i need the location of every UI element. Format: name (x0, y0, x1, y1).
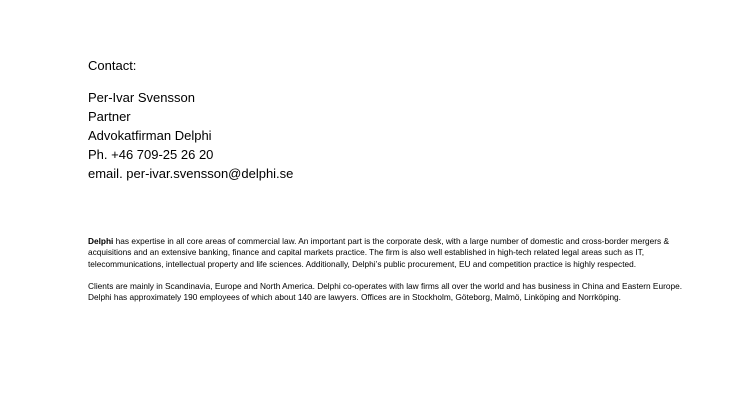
contact-firm: Advokatfirman Delphi (88, 128, 212, 143)
about-paragraph-1-text: has expertise in all core areas of commercial law. An important part is the corporate desk, with a large number of domestic and cross-border mergers & acquisitions and an extensive banking, finance and capital markets practice. The firm is also well established in high-tech related legal areas such as IT, telecommunications, intellectual property and life sciences. Additionally, Delphi’s public procurement, EU and competition practice is highly respected. (88, 236, 670, 269)
company-name: Delphi (88, 236, 114, 246)
contact-email: email. per-ivar.svensson@delphi.se (88, 166, 294, 181)
about-paragraph-2: Clients are mainly in Scandinavia, Europe and North America. Delphi co-operates with law firms all over the world and has business in China and Eastern Europe. Delphi has approximately 190 employees of which about 140 are lawyers. Offices are in Stockholm, Göteborg, Malmö, Linköping and Norrköping. (88, 280, 682, 303)
about-company-block (88, 236, 688, 314)
contact-name: Per-Ivar Svensson (88, 90, 195, 105)
contact-heading: Contact: (88, 58, 137, 73)
contact-title: Partner (88, 109, 131, 124)
contact-block (88, 56, 293, 183)
about-paragraph-1 (88, 236, 688, 270)
contact-phone: Ph. +46 709-25 26 20 (88, 147, 214, 162)
